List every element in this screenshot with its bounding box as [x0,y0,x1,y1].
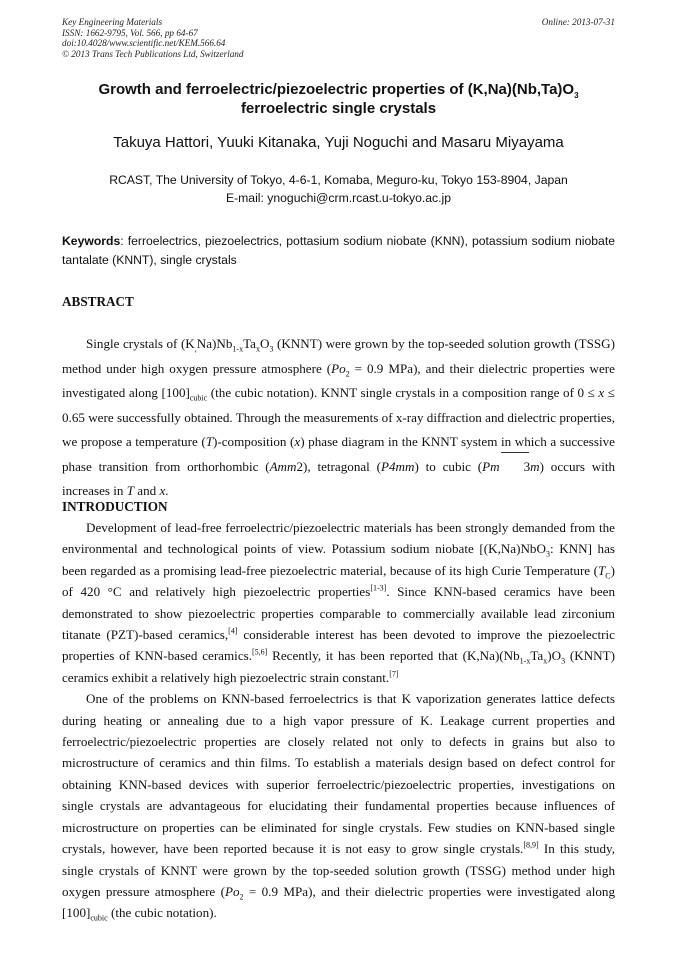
citation: [5,6] [252,648,268,658]
introduction-heading: INTRODUCTION [62,499,168,514]
citation: [7] [389,669,399,679]
introduction-body [62,517,615,924]
keywords-block [62,232,615,270]
online-date: Online: 2013-07-31 [541,17,615,27]
abstract-heading: ABSTRACT [62,294,134,309]
copyright-line: © 2013 Trans Tech Publications Ltd, Switzerland [62,48,244,59]
citation: [1-3] [370,583,387,593]
journal-name: Key Engineering Materials [62,17,163,27]
paper-title [62,80,615,118]
keywords-text: : ferroelectrics, piezoelectrics, pottasium sodium niobate (KNN), potassium sodium niobate tantalate (KNNT), single crystals [62,234,615,267]
author-list: Takuya Hattori, Yuuki Kitanaka, Yuji Noguchi and Masaru Miyayama [113,134,564,151]
keywords-label: Keywords [62,234,121,248]
citation: [4] [228,626,238,636]
author-email[interactable]: E-mail: ynoguchi@crm.rcast.u-tokyo.ac.jp [225,191,452,205]
citation: [8,9] [523,840,539,850]
title-subscript: 3 [574,91,579,100]
affiliation [62,171,615,207]
affiliation-address: RCAST, The University of Tokyo, 4-6-1, Komaba, Meguro-ku, Tokyo 153-8904, Japan [109,173,568,187]
intro-paragraph-1: Development of lead-free ferroelectric/piezoelectric materials has been strongly demanded from the environmental and technological points of view. Potassium sodium niobate [(K,Na)NbO$_3$: KNN] has been regarded as a promising lead-free piezoelectric material, because of its high Curie Temperature $(T_C)$ of 420 °C and relatively high piezoelectric properties[1-3]. Since KNN-based ceramics have been demonstrated to show piezoelectric properties comparable to commercially available lead zirconium titanate (PZT)-based ceramics,[4] considerable interest has been devoted to improve the piezoelectric properties of KNN-based ceramics.[5,6] Recently, it has been reported that $(K,Na)(Nb_{1-x}Ta_x)O_3$ (KNNT) ceramics exhibit a relatively high piezoelectric strain constant.[7] [62,520,616,685]
doi-line[interactable]: doi:10.4028/www.scientific.net/KEM.566.64 [62,38,226,49]
journal-meta [62,17,243,59]
issn-line: ISSN: 1662-9795, Vol. 566, pp 64-67 [62,27,198,38]
title-line-2: ferroelectric single crystals [240,100,437,117]
title-line-1: Growth and ferroelectric/piezoelectric properties of (K,Na)(Nb,Ta)O [98,81,575,98]
intro-paragraph-2: One of the problems on KNN-based ferroelectrics is that K vaporization generates lattice defects during heating or annealing due to a high vapor pressure of K. Leakage current properties and ferroelectric/piezoelectric properties are closely related not only to defects in grains but also to microstructure of ceramics and thin films. To establish a materials design based on defect control for obtaining KNN-based devices with superior ferroelectric/piezoelectric properties, investigations on single crystals are advantageous for elucidating their fundamental properties because influences of microstructure on properties can be eliminated for single crystals. Few studies on KNN-based single crystals, however, have been reported because it is not easy to grow single crystals.[8,9] In this study, single crystals of KNNT were grown by the top-seeded solution growth (TSSG) method under high oxygen pressure atmosphere ($Po_2 = 0.9$ MPa), and their dielectric properties were investigated along $[100]_{cubic}$ (the cubic notation). [62,691,615,923]
abstract-body [62,332,615,504]
abstract-paragraph: Single crystals of $(K_,Na)Nb_{1-x}Ta_xO_3$ (KNNT) were grown by the top-seeded solution growth (TSSG) method under high oxygen pressure atmosphere ($Po_2 = 0.9$ MPa), and their dielectric properties were investigated along $[100]_{cubic}$ (the cubic notation). KNNT single crystals in a composition range of 0 ≤ x ≤ 0.65 were successfully obtained. Through the measurements of x-ray diffraction and dielectric properties, we propose a temperature (T)-composition (x) phase diagram in the KNNT system in which a successive phase transition from orthorhombic (Amm2), tetragonal (P4mm) to cubic (Pm 3m) occurs with increases in T and x. [62,336,616,498]
